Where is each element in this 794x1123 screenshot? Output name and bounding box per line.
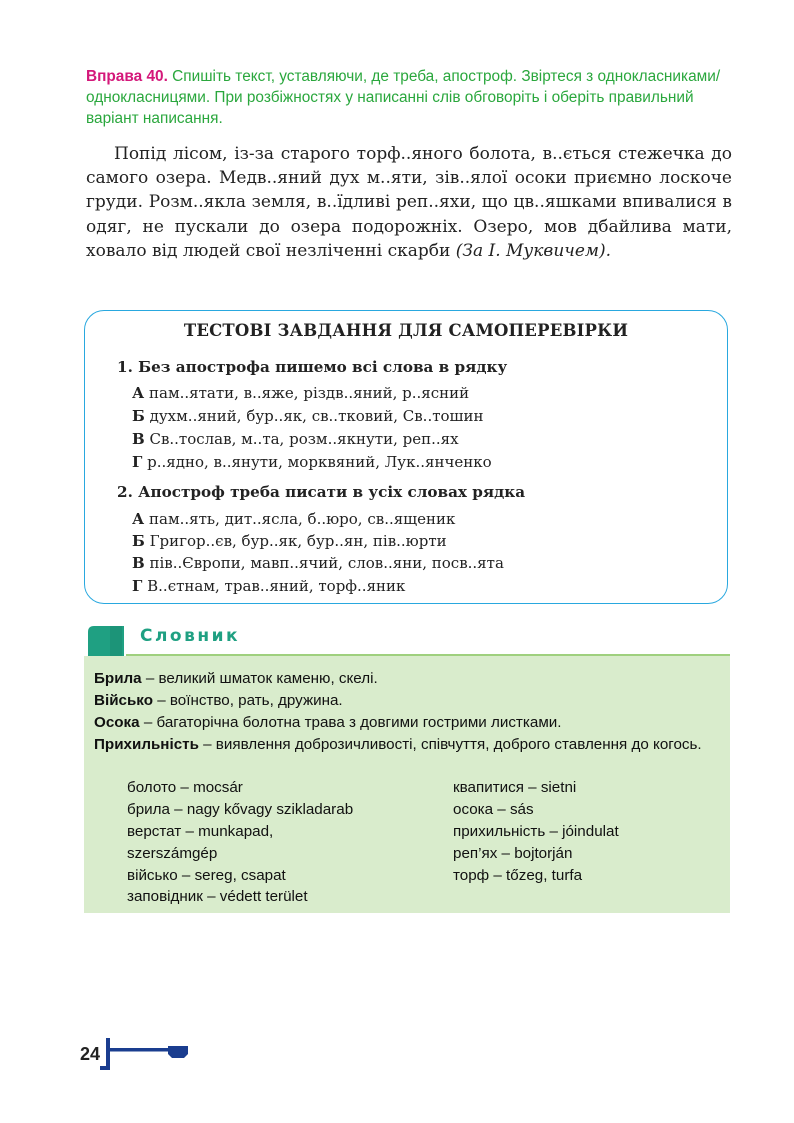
exercise-label: Вправа 40. <box>86 68 168 85</box>
translation-item: брила – nagy kővagy szikladarab <box>127 801 354 818</box>
option-text: р..ядно, в..янути, морквяний, Лук..янченко <box>147 453 492 471</box>
translation-item: szerszámgép <box>127 845 218 862</box>
self-test-box <box>84 310 728 604</box>
question-1-option-b[interactable] <box>132 407 483 425</box>
option-letter: В <box>132 430 145 448</box>
exercise-body: Попід лісом, із-за старого торф..яного болота, в..ється стежечка до самого озера. Медв..яний дух м..яти, зів..ялої осоки приємно лоскоче груди. Розм..якла земля, в..їдливі реп..яхи, що цв..яшками впивалися в одяг, не пускали до озера подорожніх. Озеро, мов дбайлива мати, ховало від людей свої незліченні скарби <box>86 144 732 261</box>
option-text: пам..ятати, в..яже, різдв..яний, р..ясний <box>149 384 470 402</box>
translation-item: болото – mocsár <box>127 779 243 796</box>
option-letter: Г <box>132 453 143 471</box>
translation-item: реп’ях – bojtorján <box>453 845 573 862</box>
definition-term: Осока <box>94 714 140 731</box>
option-letter: Г <box>132 577 143 595</box>
question-2-option-c[interactable] <box>132 554 504 572</box>
option-text: пів..Європи, мавп..ячий, слов..яни, посв..ята <box>149 554 504 572</box>
option-letter: Б <box>132 407 145 425</box>
translation-item: торф – tőzeg, turfa <box>453 867 583 884</box>
definition-item <box>94 712 724 734</box>
option-text: В..єтнам, трав..яний, торф..яник <box>147 577 406 595</box>
translation-item: військо – sereg, csapat <box>127 867 286 884</box>
page-corner-decoration <box>100 1038 192 1072</box>
option-text: духм..яний, бур..як, св..тковий, Св..тошин <box>149 407 484 425</box>
translation-item: верстат – munkapad, <box>127 823 274 840</box>
page-number: 24 <box>80 1044 101 1064</box>
definition-item <box>94 734 724 756</box>
exercise-source: (За І. Муквичем). <box>455 240 612 261</box>
question-1-option-c[interactable] <box>132 430 459 448</box>
option-letter: А <box>132 384 145 402</box>
option-letter: В <box>132 554 145 572</box>
translation-item: прихильність – jóindulat <box>453 823 619 840</box>
exercise-heading <box>86 66 736 129</box>
question-2-option-d[interactable] <box>132 577 405 595</box>
question-2: 2. Апостроф треба писати в усіх словах рядка <box>117 483 526 501</box>
translation-item: осока – sás <box>453 801 534 818</box>
option-text: Св..тослав, м..та, розм..якнути, реп..ях <box>149 430 459 448</box>
definition-item <box>94 690 724 712</box>
vocabulary-box <box>84 656 730 913</box>
definition-term: Військо <box>94 692 153 709</box>
vocabulary-title: Словник <box>140 626 241 646</box>
option-letter: Б <box>132 532 145 550</box>
definition-text: – великий шматок каменю, скелі. <box>141 670 378 687</box>
question-1: 1. Без апострофа пишемо всі слова в рядку <box>117 358 508 376</box>
translation-item: заповідник – védett terület <box>127 888 308 905</box>
definition-text: – воїнство, рать, дружина. <box>153 692 343 709</box>
definition-term: Прихильність <box>94 736 199 753</box>
self-test-title: ТЕСТОВІ ЗАВДАННЯ ДЛЯ САМОПЕРЕВІРКИ <box>183 321 629 340</box>
exercise-instruction: Спишіть текст, уставляючи, де треба, апостроф. Звіртеся з однокласниками/однокласницями. При розбіжностях у написанні слів обговоріть і оберіть правильний варіант написання. <box>86 68 721 127</box>
question-2-option-b[interactable] <box>132 532 447 550</box>
option-text: Григор..єв, бур..як, бур..ян, пів..юрти <box>149 532 447 550</box>
definition-text: – виявлення доброзичливості, співчуття, доброго ставлення до когось. <box>198 736 702 753</box>
question-1-option-a[interactable] <box>132 384 469 402</box>
translation-item: квапитися – sietni <box>453 779 577 796</box>
definition-term: Брила <box>94 670 142 687</box>
question-1-option-d[interactable] <box>132 453 492 471</box>
option-text: пам..ять, дит..ясла, б..юро, св..ященик <box>149 510 456 528</box>
definition-item <box>94 668 724 690</box>
definition-text: – багаторічна болотна трава з довгими гострими листками. <box>139 714 562 731</box>
question-2-option-a[interactable] <box>132 510 455 528</box>
exercise-text <box>86 142 732 263</box>
option-letter: А <box>132 510 145 528</box>
